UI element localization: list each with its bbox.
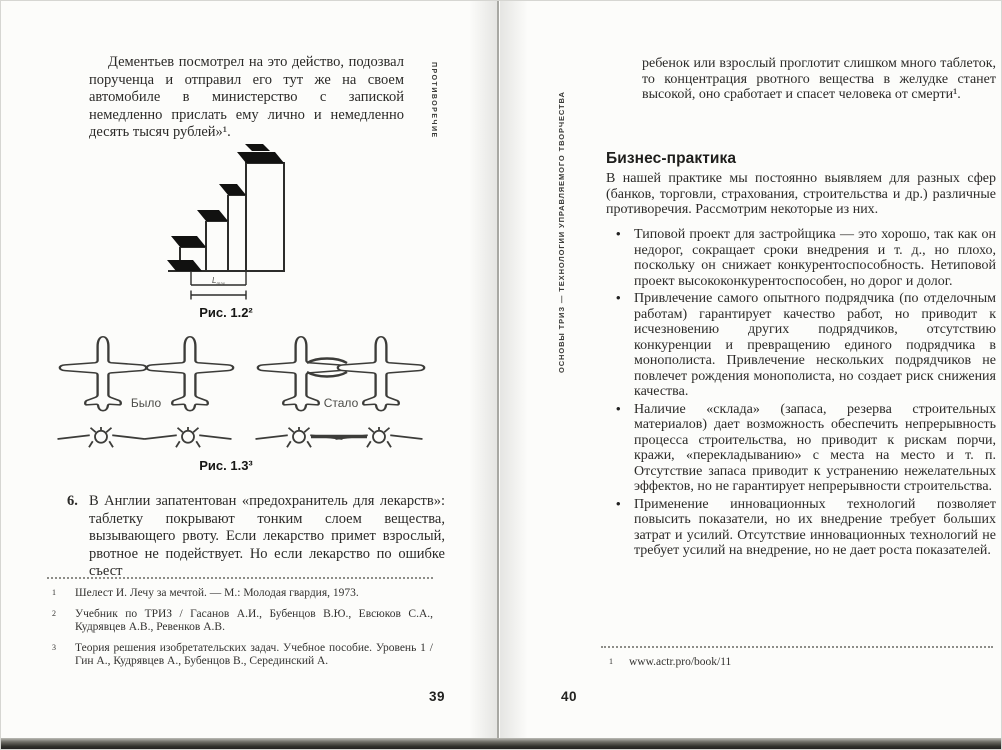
footnote-text: Учебник по ТРИЗ / Гасанов А.И., Бубенцов В.Ю., Евсюков С.А., Кудрявцев А.В., Ревенков А.В. [75, 608, 433, 633]
left-page-item-6 [67, 493, 445, 581]
planes-before-label: Было [130, 396, 162, 410]
stairs-outline [168, 163, 284, 300]
planes-after-group [256, 337, 425, 448]
footnote [49, 642, 433, 668]
footnote [49, 608, 433, 634]
footnote-marker: 1 [609, 657, 613, 666]
planes-before-group [58, 337, 234, 448]
list-item: • Применение инновационных технологий позволяет повысить показатели, но их внедрение требует больших затрат и усилий. Отсутствие инновационных технологий не требует усилий на внедрение, но не дает роста показателей. [601, 497, 996, 559]
gutter-shadow-left [469, 1, 497, 741]
left-footnote-separator [47, 577, 433, 579]
figure-stairs-caption: Рис. 1.2² [199, 305, 253, 320]
spine-line [497, 1, 499, 743]
footnote-marker: 3 [52, 643, 56, 652]
footnote [49, 587, 433, 600]
list-item: • Типовой проект для застройщика — это хорошо, так как он недорог, сокращает сроки внедрения и т. д., но плохо, поскольку он снижает конкурентоспособность. Нетиповой проект высококонкурентоспособен, но дорог и долог. [601, 227, 996, 289]
figure-stairs-drawing [166, 143, 291, 301]
book-bottom-edge [1, 738, 1002, 749]
footnote-text: Шелест И. Лечу за мечтой. — М.: Молодая гвардия, 1973. [75, 587, 359, 599]
section-heading: Бизнес-практика [606, 150, 737, 167]
item-number: 6. [67, 493, 78, 509]
right-footnote [601, 656, 1002, 669]
right-page-paragraph: ребенок или взрослый проглотит слишком много таблеток, то концентрация рвотного вещества в желудке станет высокой, оно сработает и спасет человека от смерти¹. [642, 56, 996, 102]
left-margin-running-head: ПРОТИВОРЕЧИЕ [430, 62, 437, 139]
figure-planes-drawing [53, 331, 463, 459]
footnote-text: www.actr.pro/book/11 [629, 656, 732, 668]
footnote-text: Теория решения изобретательских задач. Учебное пособие. Уровень 1 / Гин А., Кудрявцев А., Бубенцов В., Серединский А. [75, 642, 433, 667]
stairs-dimension-label: $L_{max}$ [212, 276, 225, 286]
left-footnotes [49, 587, 433, 676]
footnote-marker: 2 [52, 609, 56, 618]
item-text: В Англии запатентован «предохранитель для лекарств»: таблетку покрывают тонким слоем вещества, вызывающего рвоту. Если лекарство примет взрослый, рвотное не подействует. Но если лекарство по ошибке съест [89, 493, 445, 580]
list-item: • Наличие «склада» (запаса, резерва строительных материалов) дает возможность обеспечить непрерывность процесса строительства, но приводит к рискам порчи, кражи, «перекладыванию» с места на место и т. п. Отсутствие запаса приводит к устранению нежелательных эффектов, но не гарантирует непрерывности строительства. [601, 402, 996, 495]
right-page-number: 40 [561, 689, 578, 704]
left-page-paragraph: Дементьев посмотрел на это действо, подозвал порученца и отправил его тут же на своем автомобиле в министерство с запиской немедленно прислать ему лично и немедленно десять тысяч рублей»¹. [89, 54, 404, 141]
figure-planes-caption: Рис. 1.3³ [199, 458, 253, 473]
list-item: • Привлечение самого опытного подрядчика (по отделочным работам) гарантирует качество работ, но приводит к исчезновению других подрядчиков, отсутствию конкуренции и превращению единого подрядчика в монополиста. Привлечение нескольких подрядчиков не повлечет рождения монополиста, но создает риск снижения качества. [601, 291, 996, 400]
business-practice-list [601, 227, 996, 561]
planes-after-label: Стало [323, 396, 359, 410]
gutter-shadow-right [500, 1, 528, 741]
right-margin-running-head: ОСНОВЫ ТРИЗ — ТЕХНОЛОГИИ УПРАВЛЯЕМОГО ТВОРЧЕСТВА [557, 91, 566, 373]
section-intro: В нашей практике мы постоянно выявляем для разных сфер (банков, торговли, страхования, строительства и др.) различные противоречия. Рассмотрим некоторые из них. [606, 171, 996, 217]
right-footnote-separator [601, 646, 993, 648]
left-page-number: 39 [428, 689, 445, 704]
footnote-marker: 1 [52, 588, 56, 597]
